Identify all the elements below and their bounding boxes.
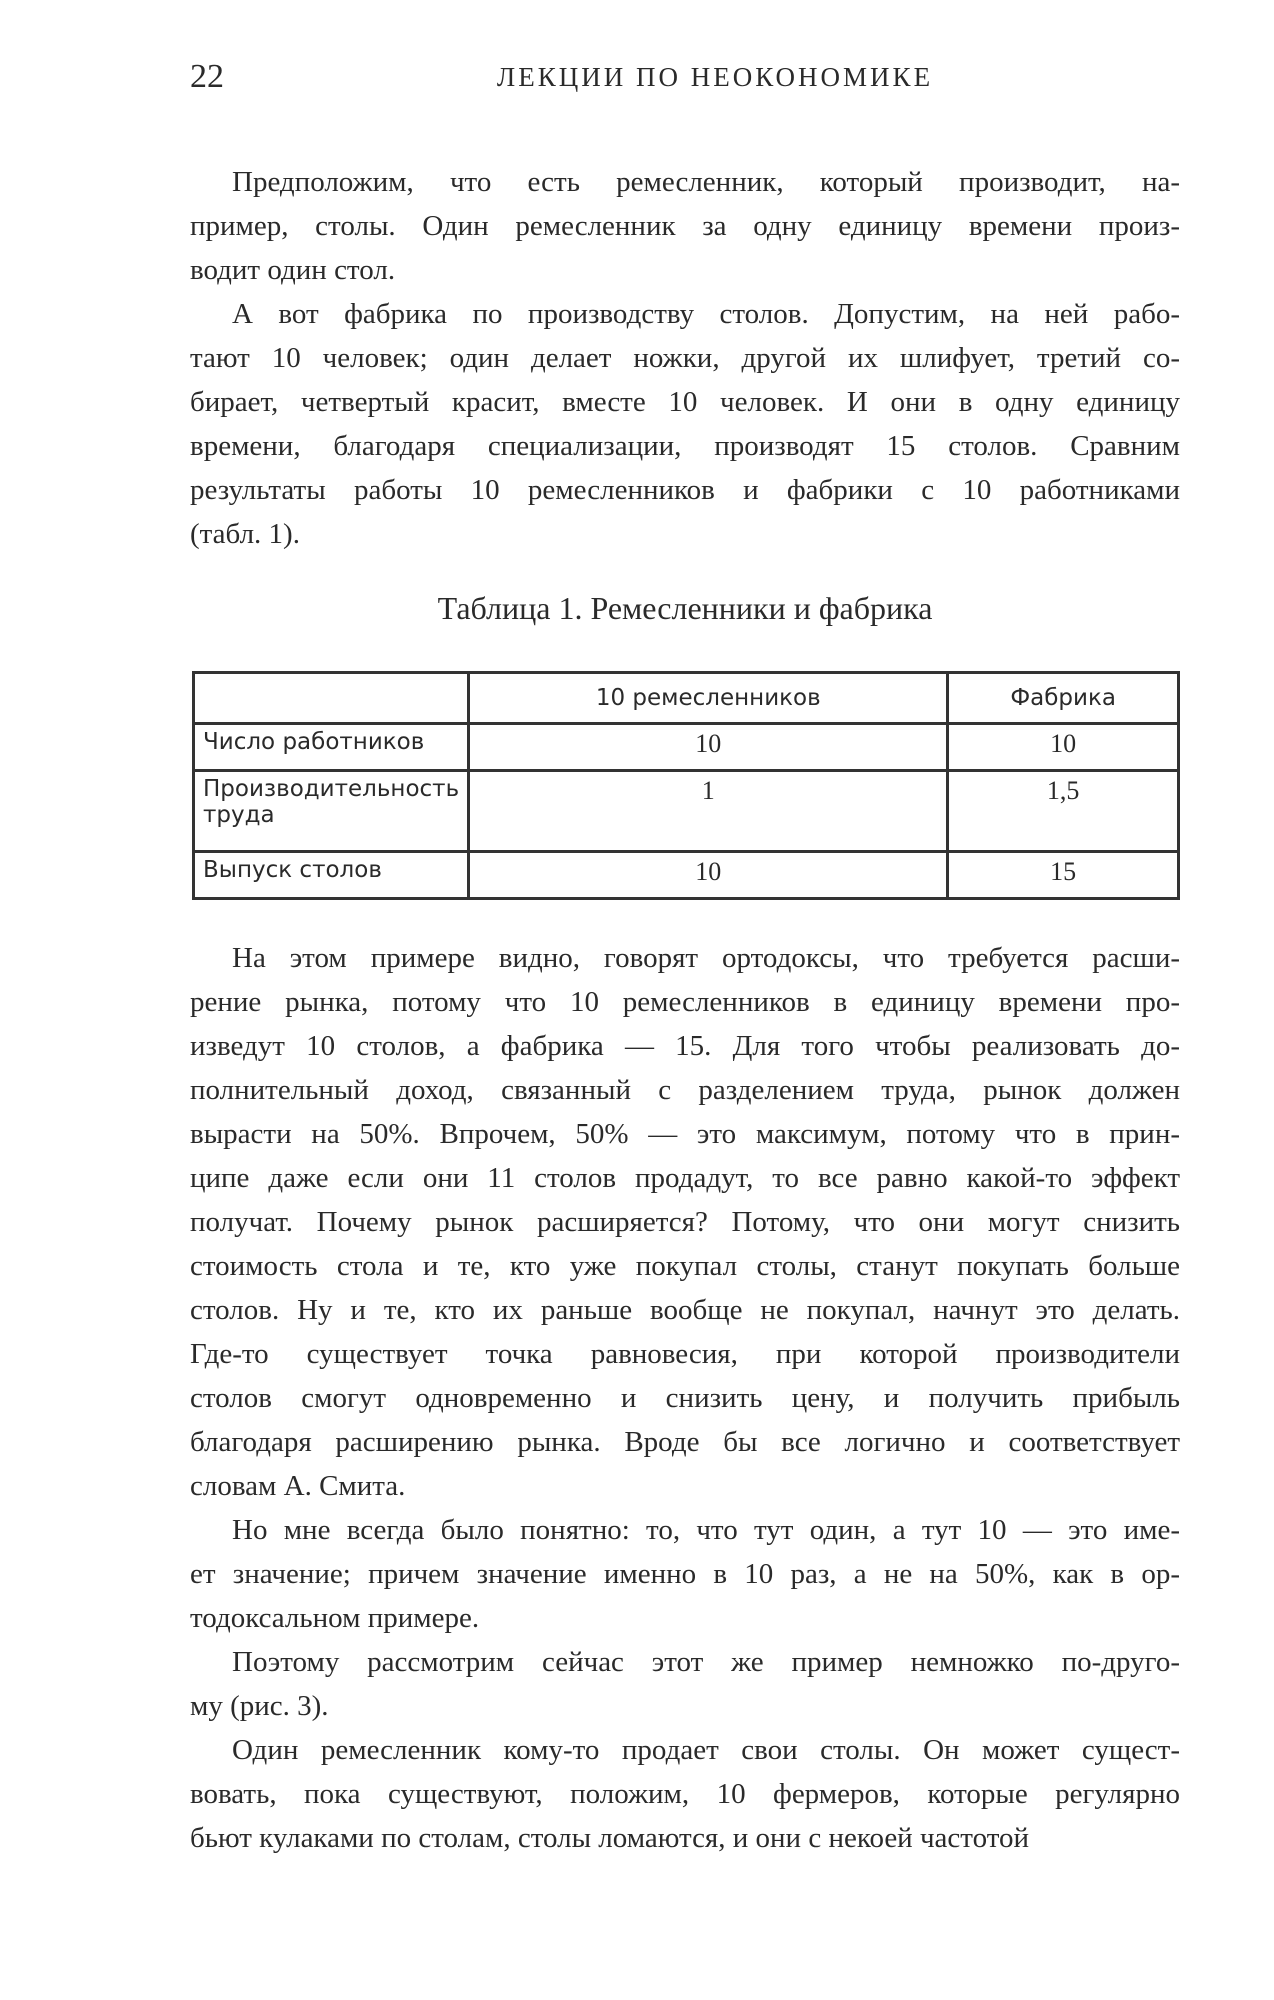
paragraph [190, 292, 1180, 556]
cell-value: 10 [948, 724, 1179, 771]
text-line: времени, благодаря специализации, производят 15 столов. Сравним [190, 430, 1180, 462]
row-label: Производительность труда [194, 771, 469, 852]
running-title: ЛЕКЦИИ ПО НЕОКОНОМИКЕ [496, 62, 934, 92]
cell-value: 10 [469, 724, 948, 771]
table-header-row [194, 673, 1179, 724]
table-caption: Таблица 1. Ремесленники и фабрика [437, 590, 933, 626]
text-line: бьют кулаками по столам, столы ломаются, и они с некоей частотой [190, 1822, 1030, 1854]
text-line: вовать, пока существуют, положим, 10 фермеров, которые регулярно [190, 1778, 1180, 1810]
text-line: пример, столы. Один ремесленник за одну единицу времени произ- [190, 210, 1180, 242]
text-line: Поэтому рассмотрим сейчас этот же пример немножко по-друго- [232, 1646, 1180, 1678]
paragraph [190, 936, 1180, 1508]
page-number: 22 [190, 58, 224, 95]
comparison-table [192, 671, 1180, 900]
paragraph [190, 1508, 1180, 1640]
text-line: му (рис. 3). [190, 1690, 329, 1722]
cell-value: 15 [948, 852, 1179, 899]
header-cell-factory: Фабрика [948, 673, 1179, 724]
text-line: Но мне всегда было понятно: то, что тут один, а тут 10 — это име- [232, 1514, 1180, 1546]
table-row [194, 771, 1179, 852]
text-line: На этом примере видно, говорят ортодоксы, что требуется расши- [232, 942, 1180, 974]
text-line: водит один стол. [190, 254, 396, 286]
text-line: благодаря расширению рынка. Вроде бы все логично и соответствует [190, 1426, 1180, 1458]
row-label: Число работников [194, 724, 469, 771]
text-line: Предположим, что есть ремесленник, который производит, на- [232, 166, 1180, 198]
text-line: (табл. 1). [190, 518, 300, 550]
paragraph [190, 160, 1180, 292]
text-line: изведут 10 столов, а фабрика — 15. Для того чтобы реализовать до- [190, 1030, 1180, 1062]
text-line: столов смогут одновременно и снизить цену, и получить прибыль [190, 1382, 1180, 1414]
header-cell-craftsmen: 10 ремесленников [469, 673, 948, 724]
body-text-bottom [190, 936, 1180, 1860]
text-line: полнительный доход, связанный с разделением труда, рынок должен [190, 1074, 1180, 1106]
text-line: столов. Ну и те, кто их раньше вообще не покупал, начнут это делать. [190, 1294, 1180, 1326]
text-line: стоимость стола и те, кто уже покупал столы, станут покупать больше [190, 1250, 1180, 1282]
text-line: результаты работы 10 ремесленников и фабрики с 10 работниками [190, 474, 1180, 506]
body-text-top [190, 160, 1180, 556]
text-line: получат. Почему рынок расширяется? Потому, что они могут снизить [190, 1206, 1180, 1238]
cell-value: 10 [469, 852, 948, 899]
text-line: рение рынка, потому что 10 ремесленников в единицу времени про- [190, 986, 1180, 1018]
text-line: ет значение; причем значение именно в 10 раз, а не на 50%, как в ор- [190, 1558, 1180, 1590]
text-line: Где-то существует точка равновесия, при которой производители [190, 1338, 1180, 1370]
text-line: бирает, четвертый красит, вместе 10 человек. И они в одну единицу [190, 386, 1180, 418]
text-line: ципе даже если они 11 столов продадут, то все равно какой-то эффект [190, 1162, 1180, 1194]
cell-value: 1,5 [948, 771, 1179, 852]
table-row [194, 724, 1179, 771]
text-line: Один ремесленник кому-то продает свои столы. Он может сущест- [232, 1734, 1180, 1766]
text-line: вырасти на 50%. Впрочем, 50% — это максимум, потому что в прин- [190, 1118, 1180, 1150]
table-row [194, 852, 1179, 899]
row-label: Выпуск столов [194, 852, 469, 899]
header-cell-empty [194, 673, 469, 724]
text-line: словам А. Смита. [190, 1470, 406, 1502]
text-line: тают 10 человек; один делает ножки, другой их шлифует, третий со- [190, 342, 1180, 374]
text-line: А вот фабрика по производству столов. Допустим, на ней рабо- [232, 298, 1180, 330]
paragraph [190, 1640, 1180, 1728]
cell-value: 1 [469, 771, 948, 852]
page-header [190, 58, 1180, 102]
paragraph [190, 1728, 1180, 1860]
text-line: тодоксальном примере. [190, 1602, 480, 1634]
